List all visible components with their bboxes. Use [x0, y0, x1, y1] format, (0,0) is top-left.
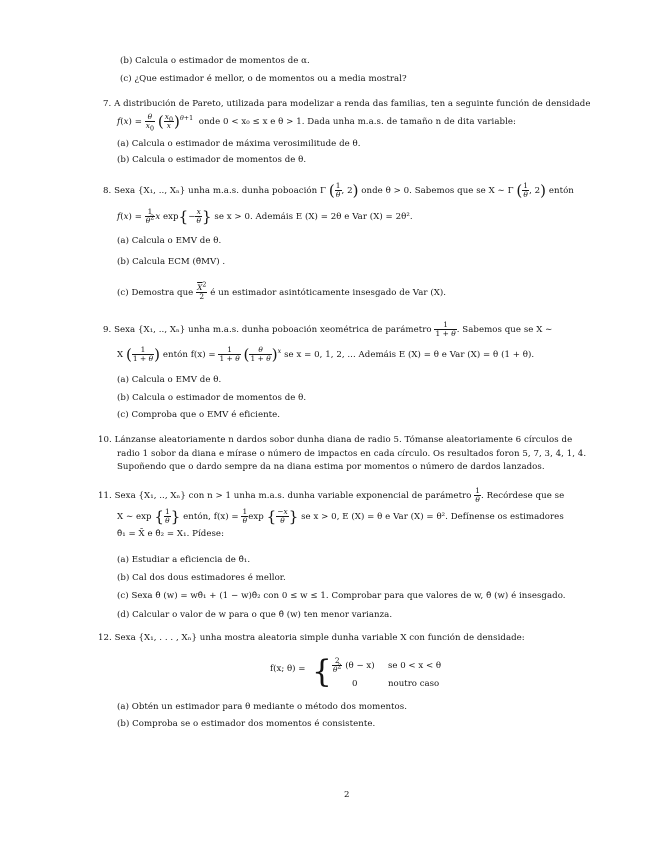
problem-8-item-c-tail: é un estimador asintóticamente insesgado de Var (X).	[210, 288, 447, 298]
problem-8-condition: se x > 0. Ademáis E (X) = 2θ e Var (X) = 2θ².	[214, 212, 413, 222]
prev-item-c: (c) ¿Que estimador é mellor, o de momentos ou a media mostral?	[120, 74, 407, 84]
problem-12-statement: 12. Sexa {X₁, . . . , Xₙ} unha mostra aleatoria simple dunha variable X con función de densidade:	[98, 633, 525, 643]
problem-12-case-1-expr: (θ − x)	[345, 661, 375, 671]
problem-9-text-a: 9. Sexa {X₁, .., Xₙ} unha m.a.s. dunha poboación xeométrica de parámetro	[103, 325, 432, 335]
problem-9-formula: X ( $\frac{1}{1 + \theta}$ ) entón f(x) = $\frac{1}{1 + \theta}$ ( $\frac{\theta}{1 + \theta}$ )$^x$ se x = 0, 1, 2, ... Ademáis E (X) = θ e Var (X) = θ (1 + θ).	[117, 345, 535, 364]
problem-11-item-d: (d) Calcular o valor de w para o que θ̂ (w) ten menor varianza.	[117, 610, 393, 620]
problem-10-line-1: 10. Lánzanse aleatoriamente n dardos sobor dunha diana de radio 5. Tómanse aleatoriamente 6 círculos de	[98, 435, 573, 445]
problem-9-statement: 9. Sexa {X₁, .., Xₙ} unha m.a.s. dunha poboación xeométrica de parámetro $\frac{1}{1 + \theta}$ . Sabemos que se X ∼	[103, 320, 553, 338]
problem-12-case-1-cond: se 0 < x < θ	[388, 661, 442, 671]
problem-11-text-a: 11. Sexa {X₁, .., Xₙ} con n > 1 unha m.a.s. dunha variable exponencial de parámetro	[98, 491, 472, 501]
problem-10-line-2: radio 1 sobor da diana e mírase o número de impactos en cada círculo. Os resultados foron 5, 7, 3, 4, 1, 4.	[117, 449, 587, 459]
problem-11-item-c: (c) Sexa θ̂ (w) = wθ̂₁ + (1 − w)θ̂₂ con 0 ≤ w ≤ 1. Comprobar para que valores de w, θ̂ (w) é insesgado.	[117, 591, 566, 601]
problem-11-exp: X ∼ exp	[117, 512, 152, 522]
problem-12-item-b: (b) Comproba se o estimador dos momentos é consistente.	[117, 719, 376, 729]
prev-item-b: (b) Calcula o estimador de momentos de α.	[120, 56, 310, 66]
problem-12-item-a: (a) Obtén un estimador para θ mediante o método dos momentos.	[117, 702, 408, 712]
problem-8-item-a: (a) Calcula o EMV de θ.	[117, 236, 222, 246]
problem-11-text-b: . Recórdese que se	[481, 491, 565, 501]
problem-9-condition: se x = 0, 1, 2, ... Ademáis E (X) = θ e Var (X) = θ (1 + θ).	[284, 350, 535, 360]
problem-11-item-a: (a) Estudiar a eficiencia de θ̂₁.	[117, 555, 251, 565]
problem-8-formula: f(x) = $\frac{1}{\theta^2}$ x exp{− $\frac{x}{\theta}$ } se x > 0. Ademáis E (X) = 2θ e Var (X) = 2θ².	[117, 207, 413, 226]
problem-12-case-2-cond: noutro caso	[388, 679, 440, 689]
problem-11-pdf-lhs: entón, f(x) =	[183, 512, 239, 522]
page-number: 2	[344, 790, 350, 800]
problem-11-statement: 11. Sexa {X₁, .., Xₙ} con n > 1 unha m.a.s. dunha variable exponencial de parámetro $\frac{1}{\theta}$ . Recórdese que se	[98, 486, 565, 504]
brace-icon: {	[312, 654, 332, 690]
problem-11-condition: se x > 0, E (X) = θ e Var (X) = θ². Defínense os estimadores	[301, 512, 564, 522]
problem-7-formula: f(x) = $\frac{\theta}{x_0}$ ( $\frac{x_0}{x}$ )$^{\theta+1}$ onde 0 < x₀ ≤ x e θ > 1. Dada unha m.a.s. de tamaño n de dita variable:	[117, 112, 516, 133]
problem-11-formula: X ∼ exp { $\frac{1}{\theta}$ } entón, f(x) = $\frac{1}{\theta}$ exp { $\frac{-x}{\theta}$ } se x > 0, E (X) = θ e Var (X) = θ². Defínense os estimadores	[117, 507, 564, 526]
problem-8-statement: 8. Sexa {X₁, .., Xₙ} unha m.a.s. dunha poboación Γ ( $\frac{1}{\theta}$ , 2) onde θ > 0. Sabemos que se X ∼ Γ ( $\frac{1}{\theta}$ , 2) entón	[103, 181, 574, 200]
problem-12-density-lhs: f(x; θ) =	[270, 664, 306, 674]
problem-11-estimators: θ̂₁ = X̄ e θ̂₂ = X₁. Pídese:	[117, 529, 225, 539]
problem-11-exp-2: exp	[248, 512, 264, 522]
problem-12-case-2-expr: 0	[352, 679, 358, 689]
problem-9-text-b: . Sabemos que se X ∼	[456, 325, 553, 335]
problem-8-text-a: 8. Sexa {X₁, .., Xₙ} unha m.a.s. dunha poboación Γ	[103, 186, 327, 196]
problem-9-item-b: (b) Calcula o estimador de momentos de θ.	[117, 393, 307, 403]
problem-8-item-b: (b) Calcula ECM (θ̂MV) .	[117, 257, 226, 267]
problem-7-statement: 7. A distribución de Pareto, utilizada para modelizar a renda das familias, ten a seguinte función de densidade	[103, 99, 591, 109]
problem-7-item-a: (a) Calcula o estimador de máxima verosimilitude de θ.	[117, 139, 361, 149]
problem-8-item-c: (c) Demostra que $\frac{\overline{X}^2}{2}$ é un estimador asintóticamente insesgado de Var (X).	[117, 281, 447, 301]
problem-9-pmf-lhs: entón f(x) =	[162, 350, 216, 360]
problem-7-condition: onde 0 < x₀ ≤ x e θ > 1. Dada unha m.a.s. de tamaño n de dita variable:	[198, 117, 516, 127]
problem-7-item-b: (b) Calcula o estimador de momentos de θ.	[117, 155, 307, 165]
problem-9-item-a: (a) Calcula o EMV de θ.	[117, 375, 222, 385]
problem-8-text-b: onde θ > 0. Sabemos que se X ∼ Γ	[361, 186, 514, 196]
problem-9-x: X	[117, 350, 124, 360]
problem-11-item-b: (b) Cal dos dous estimadores é mellor.	[117, 573, 286, 583]
problem-10-line-3: Supoñendo que o dardo sempre da na diana estima por momentos o número de dardos lanzados.	[117, 462, 545, 472]
problem-12-case-1: $\frac{2}{\theta^2}$ (θ − x)	[333, 656, 375, 674]
problem-8-text-c: entón	[548, 186, 574, 196]
problem-12-density	[270, 655, 530, 695]
problem-9-item-c: (c) Comproba que o EMV é eficiente.	[117, 410, 281, 420]
problem-8-item-c-head: (c) Demostra que	[117, 288, 194, 298]
